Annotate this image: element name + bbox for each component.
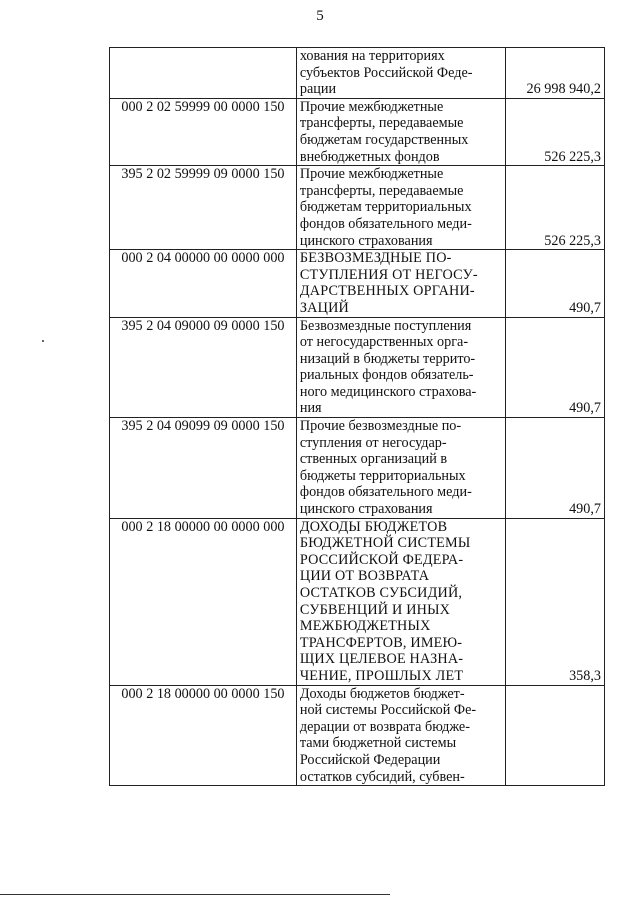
table-row <box>110 518 605 685</box>
revenue-description <box>296 685 505 786</box>
description-line: ЧЕНИЕ, ПРОШЛЫХ ЛЕТ <box>299 667 464 684</box>
description-line: фондов обязательного меди- <box>299 215 472 232</box>
revenue-description <box>296 48 505 99</box>
description-line: риальных фондов обязатель- <box>299 367 474 384</box>
description-line: БЮДЖЕТНОЙ СИСТЕМЫ <box>299 535 471 552</box>
description-line: Доходы бюджетов бюджет- <box>299 685 465 702</box>
table-row <box>110 418 605 519</box>
amount-value: 526 225,3 <box>505 166 604 250</box>
budget-classification-code <box>110 48 297 99</box>
budget-classification-code: 000 2 04 00000 00 0000 000 <box>110 250 297 317</box>
description-line: Российской Федерации <box>299 751 441 768</box>
description-line: хования на территориях <box>299 48 445 64</box>
budget-classification-code: 395 2 04 09000 09 0000 150 <box>110 317 297 418</box>
description-line: ЦИИ ОТ ВОЗВРАТА <box>299 568 430 585</box>
description-line: остатков субсидий, субвен- <box>299 768 465 785</box>
description-line: ДОХОДЫ БЮДЖЕТОВ <box>299 518 448 535</box>
description-line: цинского страхования <box>299 501 433 518</box>
description-line: бюджетам территориальных <box>299 199 472 216</box>
description-line: внебюджетных фондов <box>299 148 440 165</box>
amount-value: 526 225,3 <box>505 98 604 165</box>
description-line: ственных организаций в <box>299 451 448 468</box>
footer-rule <box>0 894 390 895</box>
description-line: от негосударственных орга- <box>299 334 469 351</box>
page-number: 5 <box>316 8 324 24</box>
budget-classification-code: 395 2 04 09099 09 0000 150 <box>110 418 297 519</box>
table-row <box>110 250 605 317</box>
amount-value <box>505 685 604 786</box>
description-line: ступления от негосудар- <box>299 434 447 451</box>
description-line: Безвозмездные поступления <box>299 317 472 334</box>
amount-value: 490,7 <box>505 418 604 519</box>
description-line: бюджетам государственных <box>299 131 469 148</box>
description-line: Прочие безвозмездные по- <box>299 418 462 435</box>
amount-value: 490,7 <box>505 317 604 418</box>
description-line: фондов обязательного меди- <box>299 484 472 501</box>
table-row <box>110 166 605 250</box>
revenue-description <box>296 250 505 317</box>
budget-revenue-table <box>109 47 605 786</box>
description-line: бюджеты территориальных <box>299 467 466 484</box>
budget-classification-code: 395 2 02 59999 09 0000 150 <box>110 166 297 250</box>
scan-artifact-dot <box>42 340 44 342</box>
budget-classification-code: 000 2 02 59999 00 0000 150 <box>110 98 297 165</box>
description-line: рации <box>299 81 337 98</box>
table-row <box>110 48 605 99</box>
description-line: СУБВЕНЦИЙ И ИНЫХ <box>299 601 451 618</box>
description-line: ЩИХ ЦЕЛЕВОЕ НАЗНА- <box>299 651 464 668</box>
description-line: Прочие межбюджетные <box>299 98 444 115</box>
description-line: субъектов Российской Феде- <box>299 64 473 81</box>
description-line: ного медицинского страхова- <box>299 383 477 400</box>
description-line: трансферты, передаваемые <box>299 115 464 132</box>
budget-classification-code: 000 2 18 00000 00 0000 150 <box>110 685 297 786</box>
description-line: СТУПЛЕНИЯ ОТ НЕГОСУ- <box>299 266 478 283</box>
description-line: РОССИЙСКОЙ ФЕДЕРА- <box>299 551 464 568</box>
description-line: ДАРСТВЕННЫХ ОРГАНИ- <box>299 283 475 300</box>
description-line: ЗАЦИЙ <box>299 299 349 316</box>
description-line: дерации от возврата бюдже- <box>299 718 470 735</box>
description-line: Прочие межбюджетные <box>299 166 444 183</box>
description-line: трансферты, передаваемые <box>299 182 464 199</box>
revenue-description <box>296 166 505 250</box>
table-row <box>110 98 605 165</box>
description-line: БЕЗВОЗМЕЗДНЫЕ ПО- <box>299 250 452 267</box>
description-line: ОСТАТКОВ СУБСИДИЙ, <box>299 585 463 601</box>
budget-classification-code: 000 2 18 00000 00 0000 000 <box>110 518 297 685</box>
description-line: низаций в бюджеты террито- <box>299 350 476 367</box>
description-line: ной системы Российской Фе- <box>299 702 477 719</box>
amount-value: 358,3 <box>505 518 604 685</box>
table-row <box>110 685 605 786</box>
table-row <box>110 317 605 418</box>
description-line: МЕЖБЮДЖЕТНЫХ <box>299 618 431 635</box>
description-line: тами бюджетной системы <box>299 735 457 752</box>
description-line: ния <box>299 400 322 417</box>
description-line: ТРАНСФЕРТОВ, ИМЕЮ- <box>299 634 463 651</box>
amount-value: 26 998 940,2 <box>505 48 604 99</box>
revenue-description <box>296 98 505 165</box>
revenue-description <box>296 418 505 519</box>
amount-value: 490,7 <box>505 250 604 317</box>
revenue-description <box>296 317 505 418</box>
revenue-description <box>296 518 505 685</box>
description-line: цинского страхования <box>299 232 433 249</box>
